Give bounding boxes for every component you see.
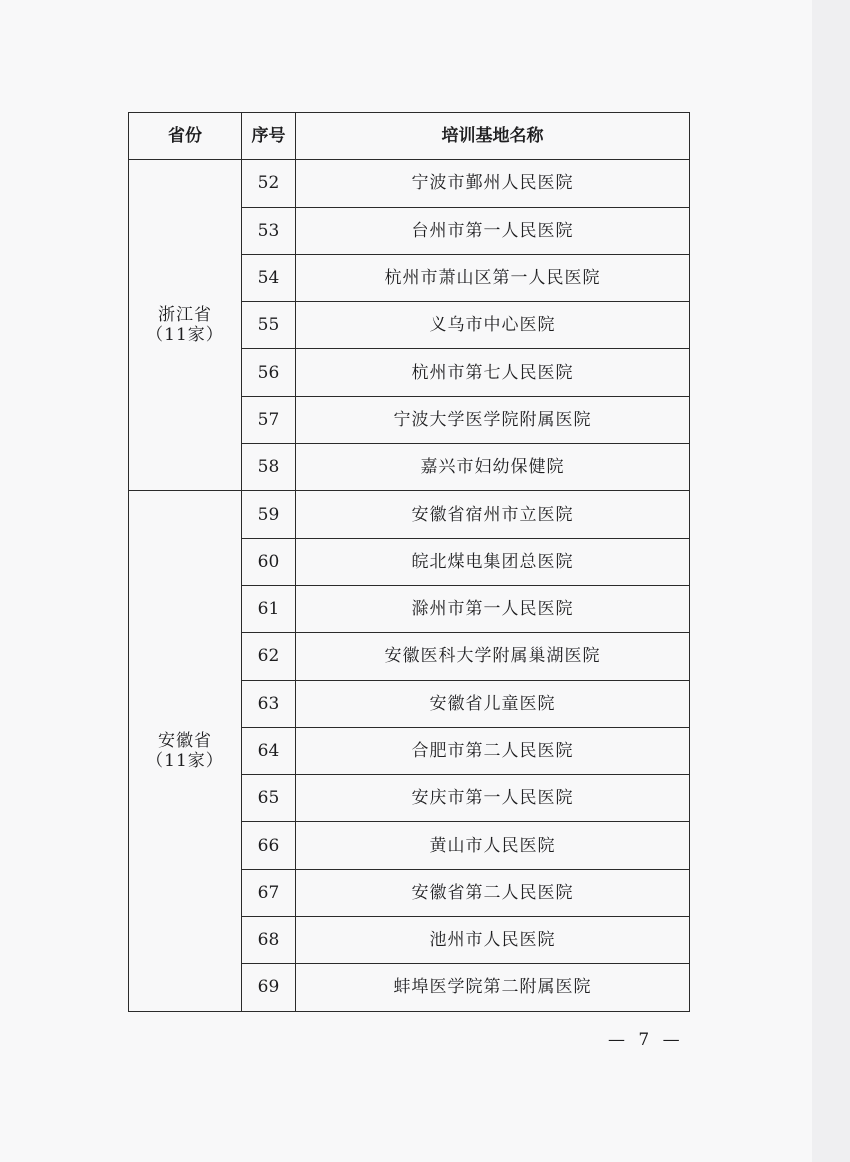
table-row xyxy=(129,491,690,538)
row-number: 63 xyxy=(242,680,296,727)
training-base-name: 滁州市第一人民医院 xyxy=(296,585,690,632)
province-cell xyxy=(129,160,242,491)
row-number: 68 xyxy=(242,917,296,964)
table-header-row xyxy=(129,113,690,160)
training-base-name: 安徽省第二人民医院 xyxy=(296,869,690,916)
row-number: 52 xyxy=(242,160,296,207)
training-base-name: 皖北煤电集团总医院 xyxy=(296,538,690,585)
table-row xyxy=(129,160,690,207)
training-base-name: 台州市第一人民医院 xyxy=(296,207,690,254)
province-name: 安徽省 xyxy=(158,731,212,751)
table-body xyxy=(129,160,690,1011)
training-base-name: 安庆市第一人民医院 xyxy=(296,775,690,822)
training-base-name: 合肥市第二人民医院 xyxy=(296,727,690,774)
training-base-name: 黄山市人民医院 xyxy=(296,822,690,869)
training-base-name: 宁波大学医学院附属医院 xyxy=(296,396,690,443)
row-number: 56 xyxy=(242,349,296,396)
row-number: 62 xyxy=(242,633,296,680)
training-base-name: 安徽省儿童医院 xyxy=(296,680,690,727)
training-base-name: 宁波市鄞州人民医院 xyxy=(296,160,690,207)
training-base-table xyxy=(128,112,690,1012)
row-number: 69 xyxy=(242,964,296,1011)
header-name: 培训基地名称 xyxy=(296,113,690,160)
page-number: — 7 — xyxy=(608,1030,684,1050)
header-province: 省份 xyxy=(129,113,242,160)
row-number: 55 xyxy=(242,302,296,349)
training-base-name: 安徽医科大学附属巢湖医院 xyxy=(296,633,690,680)
row-number: 54 xyxy=(242,254,296,301)
row-number: 65 xyxy=(242,775,296,822)
province-name: 浙江省 xyxy=(158,305,212,326)
row-number: 57 xyxy=(242,396,296,443)
province-cell xyxy=(129,491,242,1011)
row-number: 53 xyxy=(242,207,296,254)
header-number: 序号 xyxy=(242,113,296,160)
row-number: 66 xyxy=(242,822,296,869)
training-base-name: 蚌埠医学院第二附属医院 xyxy=(296,964,690,1011)
province-count: （11家） xyxy=(146,325,224,346)
training-base-name: 嘉兴市妇幼保健院 xyxy=(296,444,690,491)
training-base-name: 杭州市萧山区第一人民医院 xyxy=(296,254,690,301)
row-number: 67 xyxy=(242,869,296,916)
row-number: 58 xyxy=(242,444,296,491)
province-count: （11家） xyxy=(146,751,224,771)
row-number: 64 xyxy=(242,727,296,774)
training-base-name: 义乌市中心医院 xyxy=(296,302,690,349)
row-number: 59 xyxy=(242,491,296,538)
row-number: 60 xyxy=(242,538,296,585)
training-base-name: 杭州市第七人民医院 xyxy=(296,349,690,396)
training-base-name: 池州市人民医院 xyxy=(296,917,690,964)
training-base-name: 安徽省宿州市立医院 xyxy=(296,491,690,538)
page-edge xyxy=(812,0,850,1162)
row-number: 61 xyxy=(242,585,296,632)
